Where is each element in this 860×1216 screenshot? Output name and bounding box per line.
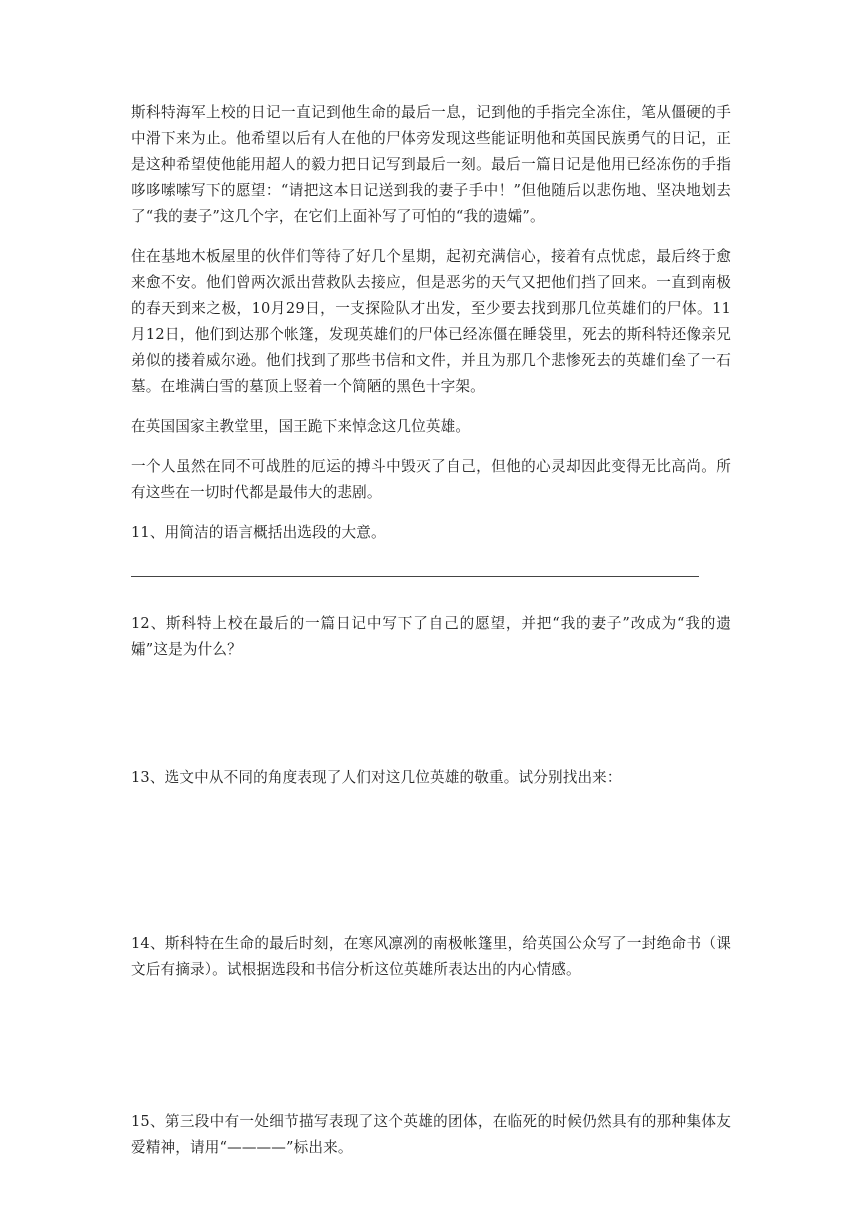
passage-paragraph-2: 住在基地木板屋里的伙伴们等待了好几个星期，起初充满信心，接着有点忧虑，最后终于愈来愈不安。他们曾两次派出营救队去接应，但是恶劣的天气又把他们挡了回来。一直到南极的春天到来之极，10月29日，一支探险队才出发，至少要去找到那几位英雄们的尸体。11月12日，他们到达那个帐篷，发现英雄们的尸体已经冻僵在睡袋里，死去的斯科特还像亲兄弟似的搂着威尔逊。他们找到了那些书信和文件，并且为那几个悲惨死去的英雄们垒了一石墓。在堆满白雪的墓顶上竖着一个简陋的黑色十字架。 xyxy=(131,248,731,395)
passage-paragraph-1: 斯科特海军上校的日记一直记到他生命的最后一息，记到他的手指完全冻住，笔从僵硬的手中滑下来为止。他希望以后有人在他的尸体旁发现这些能证明他和英国民族勇气的日记，正是这种希望使他能用超人的毅力把日记写到最后一刻。最后一篇日记是他用已经冻伤的手指哆哆嗦嗦写下的愿望：“请把这本日记送到我的妻子手中！”但他随后以悲伤地、坚决地划去了“我的妻子”这几个字，在它们上面补写了可怕的“我的遗孀”。 xyxy=(131,104,731,225)
answer-line-11[interactable] xyxy=(131,576,699,577)
question-13: 13、选文中从不同的角度表现了人们对这几位英雄的敬重。试分别找出来： xyxy=(131,769,622,786)
passage-paragraph-3: 在英国国家主教堂里，国王跪下来悼念这几位英雄。 xyxy=(131,418,471,435)
question-15: 15、第三段中有一处细节描写表现了这个英雄的团体，在临死的时候仍然具有的那种集体友爱精神，请用“————”标出来。 xyxy=(131,1113,731,1156)
question-11: 11、用简洁的语言概括出选段的大意。 xyxy=(131,524,386,541)
document-page xyxy=(131,100,731,1161)
question-12: 12、斯科特上校在最后的一篇日记中写下了自己的愿望，并把“我的妻子”改成为“我的遗孀”这是为什么？ xyxy=(131,615,731,658)
question-14: 14、斯科特在生命的最后时刻，在寒风凛冽的南极帐篷里，给英国公众写了一封绝命书（课文后有摘录）。试根据选段和书信分析这位英雄所表达出的内心情感。 xyxy=(131,935,731,978)
passage-paragraph-4: 一个人虽然在同不可战胜的厄运的搏斗中毁灭了自己，但他的心灵却因此变得无比高尚。所有这些在一切时代都是最伟大的悲剧。 xyxy=(131,458,731,501)
